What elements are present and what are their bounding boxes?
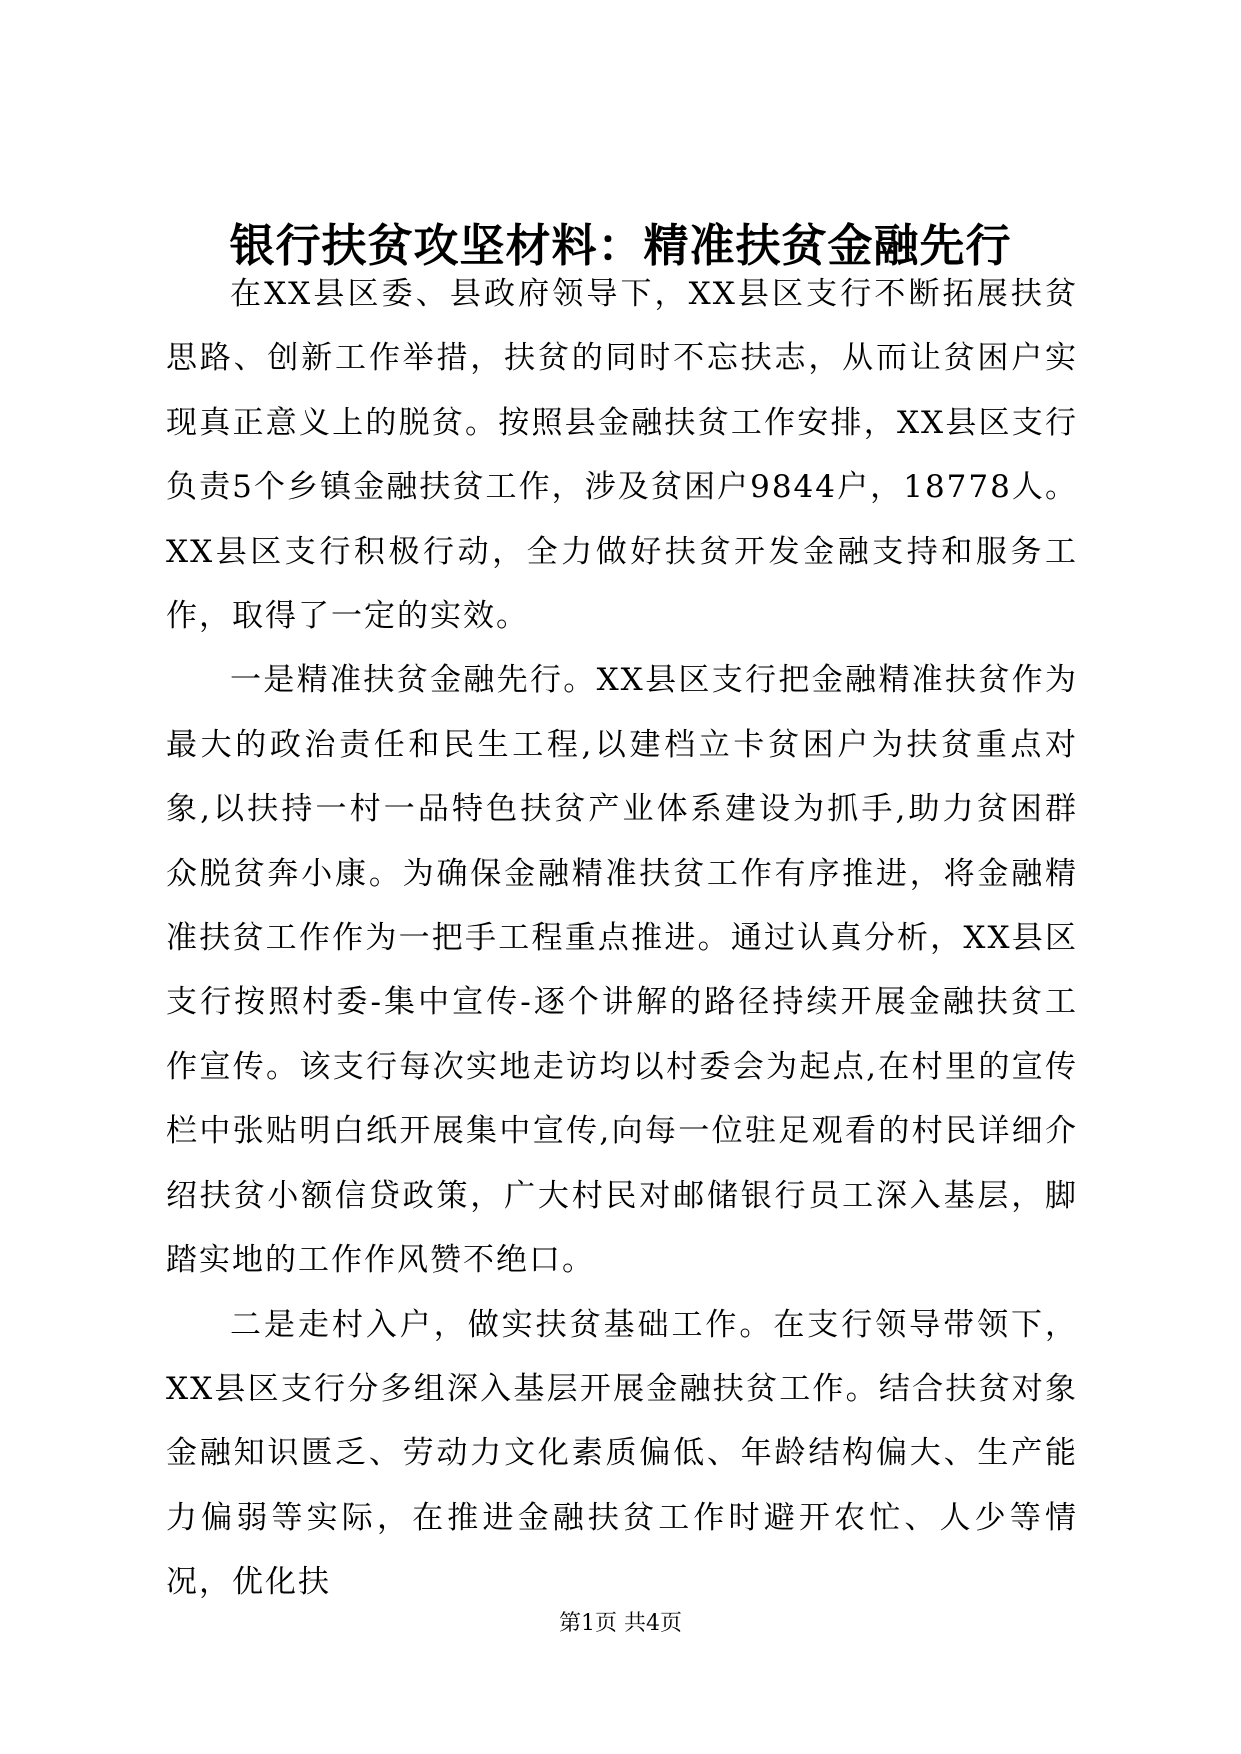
document-body xyxy=(166,262,1078,1615)
paragraph-point-two: 二是走村入户，做实扶贫基础工作。在支行领导带领下，XX县区支行分多组深入基层开展金融扶贫工作。结合扶贫对象金融知识匮乏、劳动力文化素质偏低、年龄结构偏大、生产能力偏弱等实际，在推进金融扶贫工作时避开农忙、人少等情况，优化扶 xyxy=(166,1306,1078,1601)
document-title: 银行扶贫攻坚材料：精准扶贫金融先行 xyxy=(229,219,1012,272)
paragraph-intro: 在XX县区委、县政府领导下，XX县区支行不断拓展扶贫思路、创新工作举措，扶贫的同时不忘扶志，从而让贫困户实现真正意义上的脱贫。按照县金融扶贫工作安排，XX县区支行负责5个乡镇金融扶贫工作，涉及贫困户9844户，18778人。XX县区支行积极行动，全力做好扶贫开发金融支持和服务工作，取得了一定的实效。 xyxy=(166,276,1078,635)
paragraph-point-one: 一是精准扶贫金融先行。XX县区支行把金融精准扶贫作为最大的政治责任和民生工程,以建档立卡贫困户为扶贫重点对象,以扶持一村一品特色扶贫产业体系建设为抓手,助力贫困群众脱贫奔小康。为确保金融精准扶贫工作有序推进，将金融精准扶贫工作作为一把手工程重点推进。通过认真分析，XX县区支行按照村委-集中宣传-逐个讲解的路径持续开展金融扶贫工作宣传。该支行每次实地走访均以村委会为起点,在村里的宣传栏中张贴明白纸开展集中宣传,向每一位驻足观看的村民详细介绍扶贫小额信贷政策，广大村民对邮储银行员工深入基层，脚踏实地的工作作风赞不绝口。 xyxy=(166,662,1078,1279)
page-footer: 第1页 共4页 xyxy=(559,1611,682,1636)
